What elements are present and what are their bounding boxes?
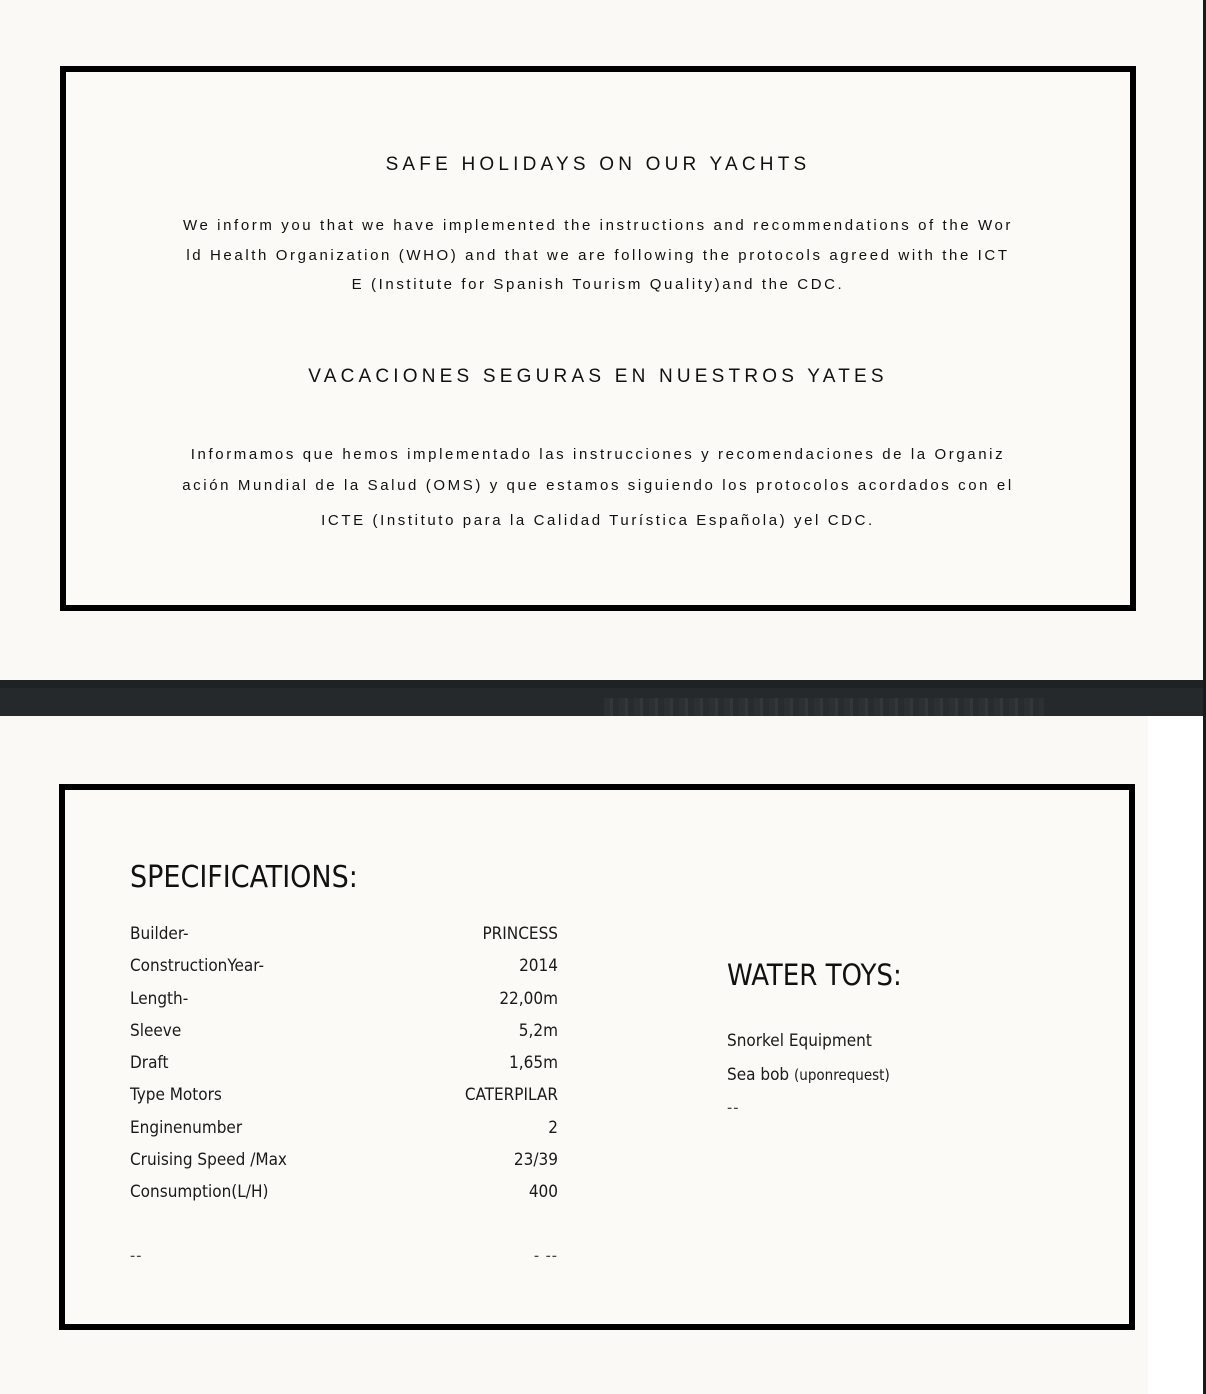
spec-label: Builder-	[130, 924, 189, 944]
body-en-line: We inform you that we have implemented the instructions and recommendations of the Wor	[182, 217, 1013, 234]
spec-value: 2	[548, 1118, 558, 1138]
spec-footer-left: --	[130, 1246, 143, 1265]
spec-label: Draft	[130, 1053, 169, 1073]
spec-label: Length-	[130, 989, 189, 1009]
spec-label: Type Motors	[130, 1085, 222, 1105]
divider-texture	[604, 698, 1044, 716]
page-divider-band	[0, 680, 1203, 716]
body-en-line: ld Health Organization (WHO) and that we are following the protocols agreed with the ICT	[186, 246, 1010, 264]
water-toy-item: Snorkel Equipment	[727, 1031, 872, 1051]
body-es-line: ICTE (Instituto para la Calidad Turística Española) yel CDC.	[321, 512, 875, 529]
spec-row-engine-number	[130, 1118, 558, 1142]
safety-title-es: VACACIONES SEGURAS EN NUESTROS YATES	[308, 366, 888, 387]
body-en-line: E (Institute for Spanish Tourism Quality)and the CDC.	[351, 276, 845, 293]
safety-notice-box	[60, 66, 1136, 611]
specifications-title: SPECIFICATIONS:	[130, 860, 358, 895]
body-es-line: Informamos que hemos implementado las instrucciones y recomendaciones de la Organiz	[190, 446, 1006, 463]
specifications-box	[59, 784, 1135, 1330]
spec-row-builder	[130, 924, 558, 948]
spec-row-consumption	[130, 1182, 558, 1206]
spec-value: CATERPILAR	[464, 1085, 558, 1105]
body-es-line: ación Mundial de la Salud (OMS) y que estamos siguiendo los protocolos acordados con el	[182, 477, 1014, 494]
spec-label: Consumption(L/H)	[130, 1182, 269, 1202]
water-toys-title: WATER TOYS:	[727, 958, 902, 992]
water-toy-item	[727, 1065, 890, 1085]
spec-row-cruising-speed	[130, 1150, 558, 1174]
spec-value: 23/39	[513, 1150, 558, 1170]
spec-footer-right: - --	[533, 1246, 558, 1265]
spec-row-draft	[130, 1053, 558, 1077]
spec-row-sleeve	[130, 1021, 558, 1045]
spec-value: 1,65m	[509, 1053, 558, 1073]
page-gutter	[1148, 716, 1203, 1394]
spec-label: Cruising Speed /Max	[130, 1150, 287, 1170]
water-toy-item-note: (uponrequest)	[794, 1066, 890, 1084]
spec-label: Sleeve	[130, 1021, 182, 1041]
spec-label: ConstructionYear-	[130, 956, 264, 976]
safety-title-en: SAFE HOLIDAYS ON OUR YACHTS	[385, 154, 811, 175]
spec-label: Enginenumber	[130, 1118, 243, 1138]
spec-value: 22,00m	[499, 989, 558, 1009]
spec-value: 5,2m	[518, 1021, 558, 1041]
spec-row-length	[130, 989, 558, 1013]
spec-value: 2014	[519, 956, 558, 976]
safety-body-es	[146, 439, 1050, 536]
water-toy-item-main: Sea bob	[727, 1065, 790, 1085]
spec-row-construction-year	[130, 956, 558, 980]
spec-value: PRINCESS	[482, 924, 558, 944]
safety-body-en	[146, 211, 1050, 300]
divider-strip	[0, 680, 1203, 688]
spec-value: 400	[528, 1182, 558, 1202]
water-toys-trailing: --	[727, 1098, 740, 1117]
spec-footer-row	[130, 1246, 558, 1270]
spec-row-type-motors	[130, 1085, 558, 1109]
